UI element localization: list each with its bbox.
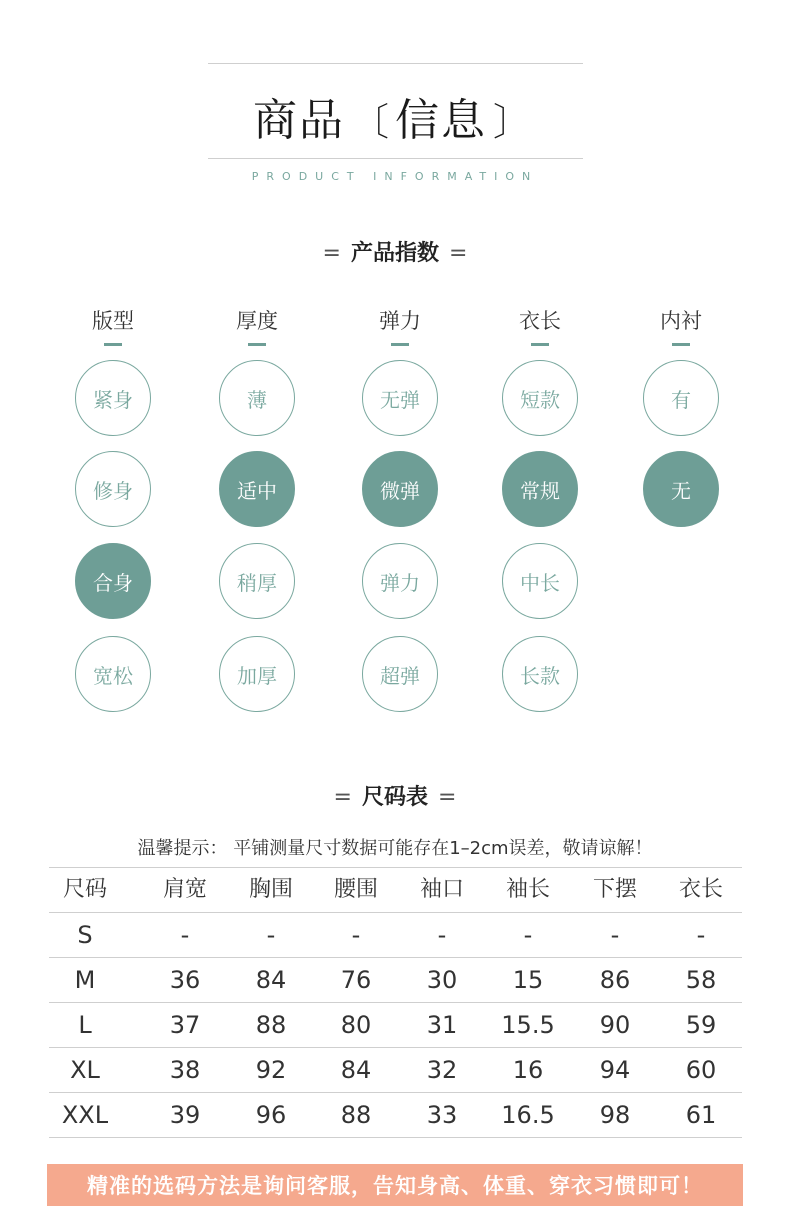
index-column-label [63, 305, 163, 346]
bracket-close: 〕 [493, 100, 532, 144]
title-left: 商品 [252, 95, 345, 146]
table-cell: 16.5 [501, 1101, 555, 1129]
index-option: 中长 [502, 543, 578, 619]
index-column-label [631, 305, 731, 346]
table-cell: 33 [426, 1101, 458, 1129]
table-cell: 58 [685, 966, 717, 994]
index-column-label-text: 衣长 [519, 309, 561, 333]
table-cell: 30 [426, 966, 458, 994]
index-option-selected: 合身 [75, 543, 151, 619]
index-column-label [490, 305, 590, 346]
table-cell: 86 [599, 966, 631, 994]
label-underline [248, 343, 266, 346]
index-option-selected: 适中 [219, 451, 295, 527]
table-cell: 84 [340, 1056, 372, 1084]
table-cell: 94 [599, 1056, 631, 1084]
header-bottom-rule [208, 158, 583, 159]
table-cell: - [696, 921, 706, 949]
table-header-cell: 衣长 [678, 877, 723, 902]
index-option: 紧身 [75, 360, 151, 436]
index-option: 有 [643, 360, 719, 436]
index-option-selected: 无 [643, 451, 719, 527]
table-row [49, 1047, 742, 1092]
table-row [49, 957, 742, 1002]
size-advice-banner: 精准的选码方法是询问客服，告知身高、体重、穿衣习惯即可！ [47, 1164, 743, 1206]
table-cell: 80 [340, 1011, 372, 1039]
index-column-label [207, 305, 307, 346]
table-cell: 98 [599, 1101, 631, 1129]
table-cell: - [437, 921, 447, 949]
index-option: 超弹 [362, 636, 438, 712]
table-cell: - [266, 921, 276, 949]
table-cell: 15.5 [501, 1011, 555, 1039]
size-section-title: = 尺码表 = [333, 785, 457, 810]
label-underline [391, 343, 409, 346]
table-header-cell: 肩宽 [162, 877, 207, 902]
label-underline [672, 343, 690, 346]
table-cell: 60 [685, 1056, 717, 1084]
index-column-label-text: 弹力 [379, 309, 421, 333]
index-option: 稍厚 [219, 543, 295, 619]
table-cell: 92 [255, 1056, 287, 1084]
table-header-cell: 袖长 [505, 877, 550, 902]
table-row [49, 1002, 742, 1047]
table-header-cell: 尺码 [63, 877, 108, 902]
table-cell: 31 [426, 1011, 458, 1039]
index-option-selected: 微弹 [362, 451, 438, 527]
index-option: 无弹 [362, 360, 438, 436]
bracket-open: 〔 [350, 100, 389, 144]
index-option: 弹力 [362, 543, 438, 619]
table-cell: - [523, 921, 533, 949]
table-cell: 32 [426, 1056, 458, 1084]
table-bottom-rule [49, 1137, 742, 1138]
header-top-rule [208, 63, 583, 64]
index-column-label-text: 内衬 [660, 309, 702, 333]
index-option: 薄 [219, 360, 295, 436]
label-underline [104, 343, 122, 346]
index-column-label [350, 305, 450, 346]
table-cell: XL [70, 1056, 100, 1084]
table-cell: 36 [169, 966, 201, 994]
index-option: 加厚 [219, 636, 295, 712]
table-header-cell: 胸围 [248, 877, 293, 902]
index-column-label-text: 厚度 [236, 309, 278, 333]
table-cell: 39 [169, 1101, 201, 1129]
table-cell: M [74, 966, 96, 994]
label-underline [531, 343, 549, 346]
table-cell: - [610, 921, 620, 949]
table-cell: - [180, 921, 190, 949]
measurement-tip: 温馨提示： 平铺测量尺寸数据可能存在1–2cm误差，敬请谅解！ [137, 838, 653, 859]
index-column-label-text: 版型 [92, 309, 134, 333]
table-cell: S [77, 921, 93, 949]
table-cell: 76 [340, 966, 372, 994]
page-title [0, 84, 790, 148]
table-cell: - [351, 921, 361, 949]
table-cell: 84 [255, 966, 287, 994]
table-cell: 38 [169, 1056, 201, 1084]
index-option-selected: 常规 [502, 451, 578, 527]
table-row [49, 1092, 742, 1137]
page-subtitle: PRODUCT INFORMATION [251, 170, 539, 183]
table-cell: 16 [512, 1056, 544, 1084]
index-option: 宽松 [75, 636, 151, 712]
table-row [49, 912, 742, 957]
index-option: 修身 [75, 451, 151, 527]
table-header-cell: 腰围 [333, 877, 378, 902]
table-cell: 59 [685, 1011, 717, 1039]
table-cell: 37 [169, 1011, 201, 1039]
index-section-title: = 产品指数 = [322, 241, 468, 266]
table-cell: 88 [255, 1011, 287, 1039]
table-cell: 88 [340, 1101, 372, 1129]
table-cell: 96 [255, 1101, 287, 1129]
table-cell: 90 [599, 1011, 631, 1039]
index-option: 长款 [502, 636, 578, 712]
table-header-cell: 下摆 [592, 877, 637, 902]
title-right: 信息 [395, 95, 487, 146]
index-option: 短款 [502, 360, 578, 436]
table-cell: L [78, 1011, 92, 1039]
table-header-row [49, 867, 742, 912]
table-cell: 61 [685, 1101, 717, 1129]
table-cell: XXL [61, 1101, 109, 1129]
table-header-cell: 袖口 [419, 877, 464, 902]
table-cell: 15 [512, 966, 544, 994]
